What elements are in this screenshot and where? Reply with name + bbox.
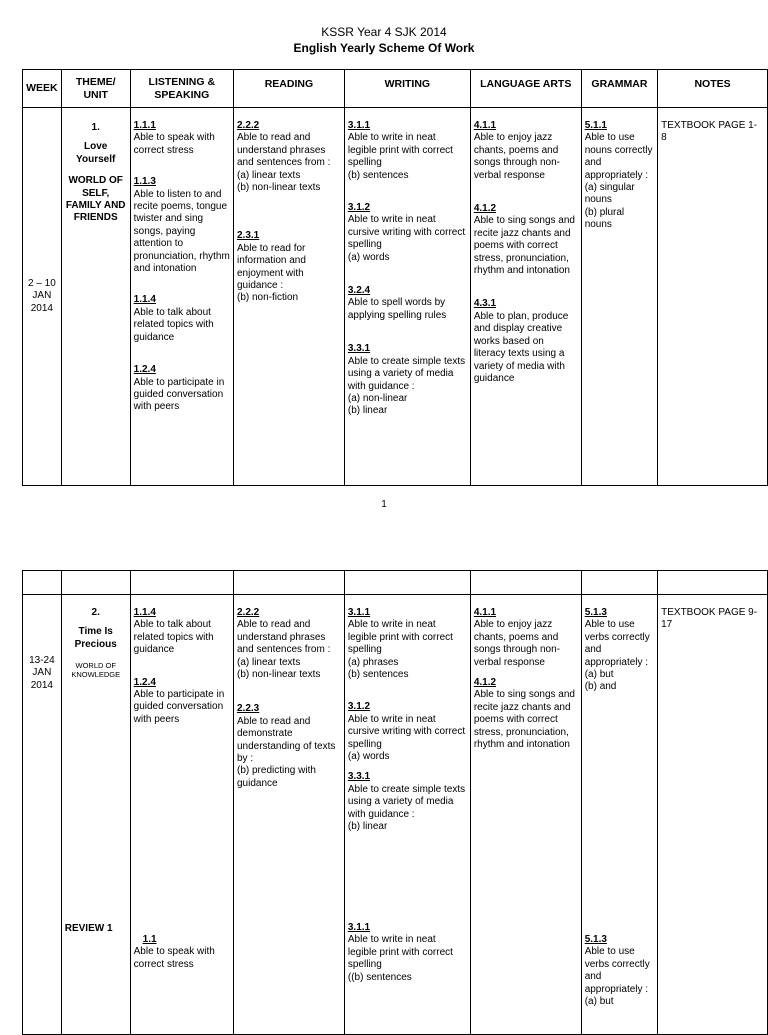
skill-sub: (b) non-linear texts — [236, 182, 321, 194]
skill-code: 3.1.2 — [347, 202, 371, 214]
week-dates: 13-24 JAN 2014 — [29, 655, 55, 691]
skill-code: 2.2.2 — [236, 120, 260, 131]
skill-code: 3.3.1 — [347, 343, 371, 355]
skill-sub: (a) but — [584, 996, 614, 1008]
skill-sub: (a) words — [347, 251, 390, 263]
skill-code: 2.3.1 — [236, 230, 260, 242]
skill-code: 5.1.3 — [584, 607, 607, 618]
theme-world: WORLD OF KNOWLEDGE — [71, 661, 121, 680]
theme-cell — [61, 595, 130, 1035]
skill-text: Able to write in neat legible print with correct spelling — [347, 619, 453, 656]
language-arts-cell — [470, 108, 581, 486]
skill-sub: (b) plural nouns — [584, 206, 625, 231]
skill-code: 5.1.1 — [584, 120, 607, 131]
skill-text: Able to read and understand phrases and sentences from : — [236, 619, 331, 656]
document-subtitle: English Yearly Scheme Of Work — [293, 41, 475, 55]
notes-text: TEXTBOOK PAGE 1- 8 — [661, 120, 758, 144]
skill-sub: (a) linear texts — [236, 656, 301, 668]
skill-text: Able to write in neat cursive writing with correct spelling — [347, 713, 466, 750]
skill-sub: (b) non-linear texts — [236, 669, 321, 681]
skill-text: Able to use nouns correctly and appropriately : — [584, 132, 653, 181]
skill-text: Able to read and understand phrases and sentences from : — [236, 132, 331, 169]
empty-cell — [233, 571, 344, 595]
skill-text: Able to enjoy jazz chants, poems and songs through non-verbal response — [473, 619, 560, 668]
document-title: KSSR Year 4 SJK 2014 — [321, 25, 447, 39]
grammar-cell — [581, 595, 657, 1035]
skill-text: Able to speak with correct stress — [133, 946, 215, 970]
skill-sub: (b) and — [584, 681, 617, 693]
skill-text: Able to sing songs and recite jazz chants and poems with correct stress, pronunciation, rhythm and intonation — [473, 215, 575, 277]
notes-cell — [658, 108, 768, 486]
grammar-cell — [581, 108, 657, 486]
writing-cell — [344, 595, 470, 1035]
skill-text: Able to sing songs and recite jazz chants and poems with correct stress, pronunciation, rhythm and intonation — [473, 689, 575, 751]
skill-text: Able to plan, produce and display creative works based on literacy texts using a variety of media with guidance — [473, 310, 569, 384]
skill-code: 3.1.1 — [347, 607, 371, 618]
empty-cell — [61, 571, 130, 595]
empty-cell — [344, 571, 470, 595]
theme-world: WORLD OF SELF, FAMILY AND FRIENDS — [65, 175, 126, 224]
listening-cell — [130, 108, 233, 486]
skill-code: 3.1.1 — [347, 120, 371, 131]
reading-cell — [233, 108, 344, 486]
skill-text: Able to listen to and recite poems, tongue twister and sing songs, paying attention to pronunciation, rhythm and intonation — [133, 188, 230, 275]
skill-sub: (a) non-linear — [347, 392, 408, 404]
week-row — [23, 108, 768, 486]
skill-text: Able to speak with correct stress — [133, 132, 215, 156]
skill-code: 1.1.4 — [133, 294, 156, 306]
review-writing — [348, 922, 467, 984]
unit-number: 1. — [91, 122, 100, 133]
review-listening — [134, 934, 230, 971]
notes-cell — [658, 595, 768, 1035]
skill-code: 1.2.4 — [133, 676, 156, 688]
skill-text: Able to talk about related topics with guidance — [133, 619, 214, 656]
skill-code: 3.3.1 — [347, 771, 371, 783]
skill-text: Able to read for information and enjoyment with guidance : — [236, 242, 306, 292]
skill-sub: (a) linear texts — [236, 169, 301, 181]
skill-text: Able to enjoy jazz chants, poems and songs through non-verbal response — [473, 132, 560, 181]
header-reading: READING — [233, 70, 344, 108]
skill-sub: (b) sentences — [347, 669, 409, 681]
skill-code: 3.2.4 — [347, 285, 371, 297]
skill-sub: (a) but — [584, 669, 614, 681]
skill-code: 2.2.3 — [236, 703, 260, 715]
review-label: REVIEW 1 — [64, 923, 113, 934]
language-arts-cell — [470, 595, 581, 1035]
header-writing: WRITING — [344, 70, 470, 108]
reading-cell — [233, 595, 344, 1035]
page-number: 1 — [381, 499, 387, 510]
skill-code: 5.1.3 — [584, 934, 607, 945]
skill-code: 4.1.1 — [473, 607, 497, 618]
header-notes: NOTES — [658, 70, 768, 108]
skill-text: Able to spell words by applying spelling rules — [347, 297, 447, 321]
skill-code: 4.1.1 — [473, 120, 497, 131]
skill-text: Able to read and demonstrate understanding of texts by : — [236, 715, 336, 765]
skill-text: Able to create simple texts using a variety of media with guidance : — [347, 355, 466, 392]
writing-cell — [344, 108, 470, 486]
skill-text: Able to write in neat legible print with correct spelling — [347, 934, 453, 971]
skill-text: Able to participate in guided conversation with peers — [133, 376, 225, 413]
empty-cell — [470, 571, 581, 595]
header-grammar: GRAMMAR — [581, 70, 657, 108]
skill-code: 1.1.3 — [133, 176, 156, 188]
listening-cell — [130, 595, 233, 1035]
skill-text: Able to create simple texts using a variety of media with guidance : — [347, 783, 466, 820]
header-listening: LISTENING & SPEAKING — [130, 70, 233, 108]
skill-sub: (a) singular nouns — [584, 182, 635, 206]
review-grammar — [585, 934, 654, 1008]
unit-number: 2. — [91, 607, 100, 618]
skill-code: 1.1 — [142, 934, 157, 945]
empty-cell — [130, 571, 233, 595]
empty-header-row — [23, 571, 768, 595]
header-week: WEEK — [23, 70, 62, 108]
week-cell — [23, 595, 62, 1035]
unit-title: Love Yourself — [76, 141, 116, 165]
scheme-table-2 — [22, 570, 768, 1035]
skill-code: 4.3.1 — [473, 298, 497, 310]
skill-text: Able to talk about related topics with guidance — [133, 306, 214, 343]
empty-cell — [658, 571, 768, 595]
skill-sub: (b) predicting with guidance — [236, 765, 316, 789]
skill-sub: (b) linear — [347, 821, 388, 833]
skill-text: Able to write in neat legible print with correct spelling — [347, 132, 453, 169]
skill-code: 2.2.2 — [236, 607, 260, 618]
scheme-table-1 — [22, 69, 768, 486]
empty-cell — [23, 571, 62, 595]
skill-sub: (b) sentences — [347, 169, 409, 181]
skill-code: 1.2.4 — [133, 364, 156, 376]
skill-text: Able to use verbs correctly and appropriately : — [584, 619, 650, 668]
skill-code: 3.1.1 — [347, 922, 371, 933]
skill-text: Able to write in neat cursive writing with correct spelling — [347, 214, 466, 251]
header-row — [23, 70, 768, 108]
skill-text: Able to participate in guided conversation with peers — [133, 689, 225, 725]
week-dates: 2 – 10 JAN 2014 — [27, 277, 56, 314]
skill-sub: (b) non-fiction — [236, 292, 299, 304]
skill-text: Able to use verbs correctly and appropriately : — [584, 946, 650, 995]
skill-code: 4.1.2 — [473, 203, 497, 215]
notes-text: TEXTBOOK PAGE 9- 17 — [661, 607, 758, 631]
skill-code: 1.1.4 — [133, 607, 156, 618]
skill-code: 4.1.2 — [473, 677, 497, 689]
skill-sub: (b) linear — [347, 405, 388, 417]
header-language-arts: LANGUAGE ARTS — [470, 70, 581, 108]
week-cell — [23, 108, 62, 486]
skill-sub: (a) phrases — [347, 656, 399, 668]
skill-code: 1.1.1 — [133, 120, 156, 131]
theme-cell — [61, 108, 130, 486]
skill-sub: ((b) sentences — [347, 971, 412, 983]
week-row — [23, 595, 768, 1035]
empty-cell — [581, 571, 657, 595]
skill-code: 3.1.2 — [347, 701, 371, 713]
header-theme: THEME/ UNIT — [61, 70, 130, 108]
unit-title: Time Is Precious — [74, 626, 117, 650]
skill-sub: (a) words — [347, 751, 390, 763]
